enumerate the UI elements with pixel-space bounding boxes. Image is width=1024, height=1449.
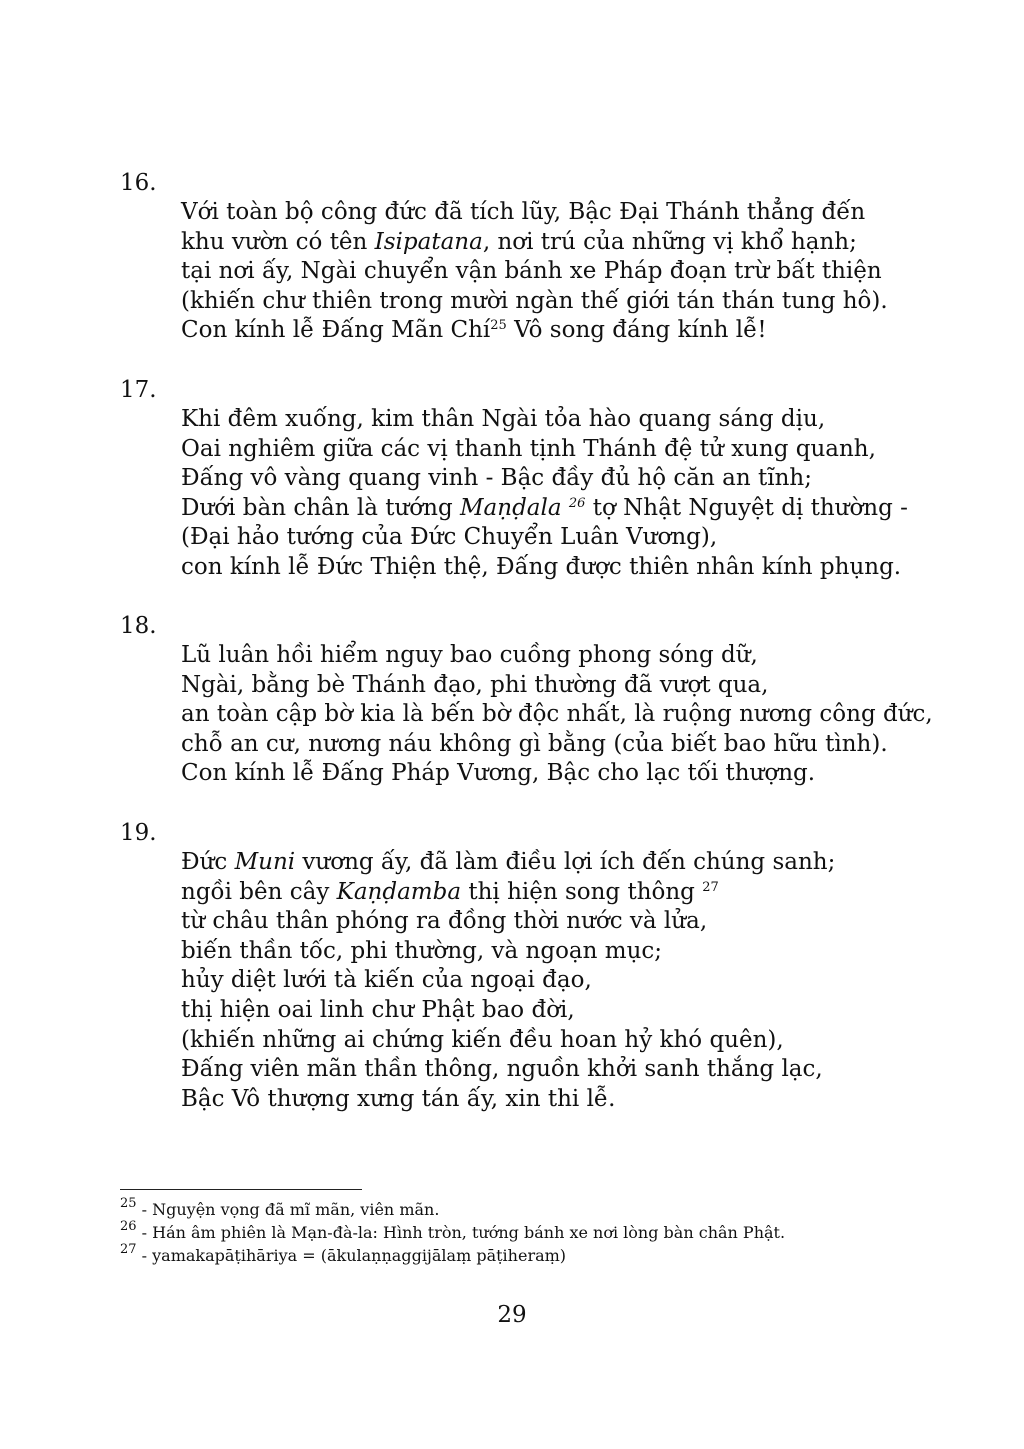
verse-line: hủy diệt lưới tà kiến của ngoại đạo, — [181, 967, 592, 994]
verse-line: (khiến chư thiên trong mười ngàn thế giới tán thán tung hô). — [181, 287, 888, 314]
footnote-ref-27[interactable]: 27 — [702, 879, 719, 895]
footnote-25: $^{25}$ - Nguyện vọng đã mĩ mãn, viên mãn. — [120, 1196, 440, 1219]
verse-number: 17. — [120, 377, 157, 403]
verse-line: Dưới bàn chân là tướng Maṇḍala $^{26}$ tợ Nhật Nguyệt dị thường - — [181, 494, 908, 521]
verse-line: từ châu thân phóng ra đồng thời nước và lửa, — [181, 908, 708, 935]
verse-number: 18. — [120, 613, 157, 639]
verse-line: Khi đêm xuống, kim thân Ngài tỏa hào quang sáng dịu, — [181, 406, 826, 432]
verse-18 — [120, 611, 980, 789]
verse-line: Bậc Vô thượng xưng tán ấy, xin thi lễ. — [181, 1085, 616, 1112]
footnote-mark: 25 — [120, 1196, 137, 1211]
verse-line: chỗ an cư, nương náu không gì bằng (của biết bao hữu tình). — [181, 730, 888, 757]
verse-line: thị hiện oai linh chư Phật bao đời, — [181, 996, 575, 1023]
footnote-mark: 27 — [120, 1242, 137, 1257]
verse-line: Với toàn bộ công đức đã tích lũy, Bậc Đại Thánh thẳng đến — [181, 199, 866, 225]
footnote-ref-25[interactable]: 25 — [490, 318, 507, 334]
verse-line: tại nơi ấy, Ngài chuyển vận bánh xe Pháp đoạn trừ bất thiện — [181, 258, 882, 285]
verse-line: (khiến những ai chứng kiến đều hoan hỷ khó quên), — [181, 1026, 784, 1053]
verse-line: Lũ luân hồi hiểm nguy bao cuồng phong sóng dữ, — [181, 642, 758, 668]
italic-term-kandamba: Kaṇḍamba — [336, 878, 462, 905]
verse-line: (Đại hảo tướng của Đức Chuyển Luân Vương), — [181, 524, 718, 551]
verse-line: Ngài, bằng bè Thánh đạo, phi thường đã vượt qua, — [181, 671, 769, 698]
verse-line: Con kính lễ Đấng Pháp Vương, Bậc cho lạc tối thượng. — [181, 760, 816, 787]
verse-17 — [120, 375, 980, 583]
italic-term-isipatana: Isipatana — [374, 228, 483, 255]
verse-line: Đấng vô vàng quang vinh - Bậc đầy đủ hộ căn an tĩnh; — [181, 465, 812, 492]
verse-line: Đấng viên mãn thần thông, nguồn khởi sanh thắng lạc, — [181, 1056, 823, 1083]
page-number: 29 — [497, 1302, 527, 1328]
italic-term-mandala: Maṇḍala — [460, 494, 562, 521]
footnotes — [120, 1198, 980, 1267]
verse-line: an toàn cập bờ kia là bến bờ độc nhất, là ruộng nương công đức, — [181, 701, 933, 728]
verse-line: Con kính lễ Đấng Mãn Chí$^{25}$ Vô song đáng kính lễ! — [181, 317, 767, 344]
verse-number: 19. — [120, 820, 157, 846]
verse-line: con kính lễ Đức Thiện thệ, Đấng được thiên nhân kính phụng. — [181, 553, 902, 580]
verse-line: Đức Muni vương ấy, đã làm điều lợi ích đến chúng sanh; — [181, 849, 836, 875]
verse-line: Oai nghiêm giữa các vị thanh tịnh Thánh đệ tử xung quanh, — [181, 435, 876, 462]
footnote-27: $^{27}$ - yamakapāṭihāriya = (ākulaṇṇaggijālaṃ pāṭiheraṃ) — [120, 1242, 567, 1265]
verse-line: khu vườn có tên Isipatana, nơi trú của những vị khổ hạnh; — [181, 228, 857, 255]
footnote-divider — [120, 1189, 362, 1190]
verse-line: ngồi bên cây Kaṇḍamba thị hiện song thông $^{27}$ — [181, 878, 719, 905]
verse-number: 16. — [120, 170, 157, 196]
footnote-26: $^{26}$ - Hán âm phiên là Mạn-đà-la: Hình tròn, tướng bánh xe nơi lòng bàn chân Phật. — [120, 1219, 786, 1242]
verse-16 — [120, 168, 980, 346]
verse-line: biến thần tốc, phi thường, và ngoạn mục; — [181, 937, 663, 964]
footnote-ref-26[interactable]: 26 — [568, 495, 586, 511]
verse-19 — [120, 818, 980, 1114]
footnote-mark: 26 — [120, 1219, 137, 1234]
italic-term-muni: Muni — [234, 849, 296, 875]
